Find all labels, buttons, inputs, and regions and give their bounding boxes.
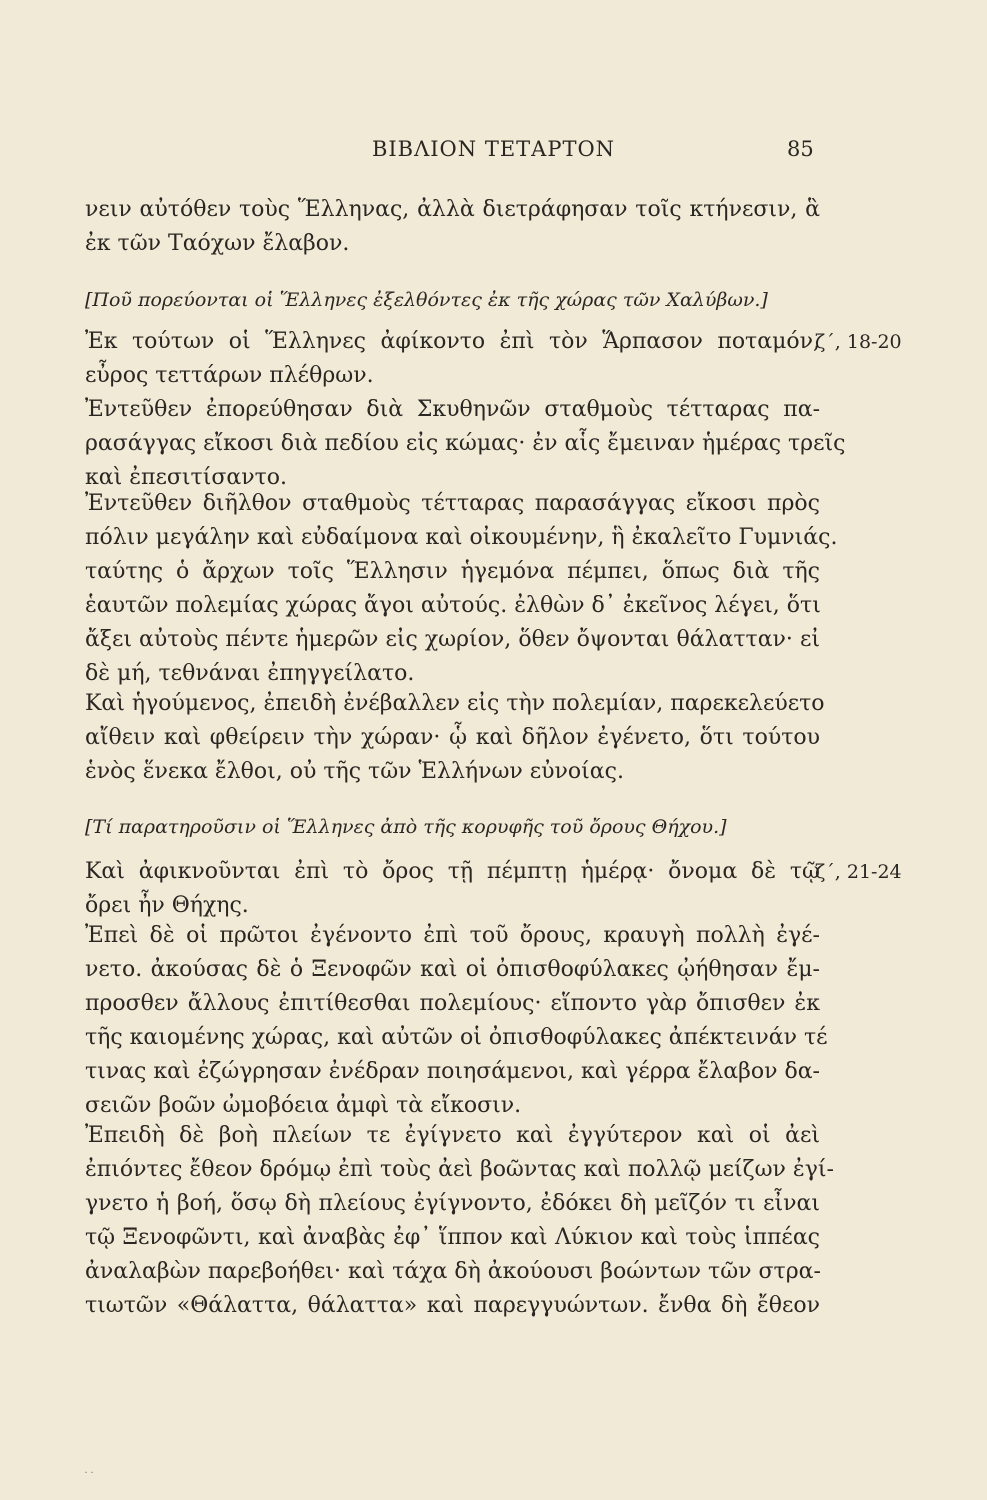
text-line: τῷ Ξενοφῶντι, καὶ ἀναβὰς ἐφ᾽ ἵππον καὶ Λύκιον καὶ τοὺς ἱππέας xyxy=(85,1225,820,1250)
text-line: Ἐντεῦθεν ἐπορεύθησαν διὰ Σκυθηνῶν σταθμοὺς τέτταρας πα- xyxy=(85,397,820,422)
text-line: Καὶ ἡγούμενος, ἐπειδὴ ἐνέβαλλεν εἰς τὴν πολεμίαν, παρεκελεύετο xyxy=(85,691,825,716)
text-line: ἐπιόντες ἔθεον δρόμῳ ἐπὶ τοὺς ἀεὶ βοῶντας καὶ πολλῷ μείζων ἐγί- xyxy=(85,1157,834,1182)
text-line: τῆς καιομένης χώρας, καὶ αὐτῶν οἱ ὀπισθοφύλακες ἀπέκτεινάν τέ xyxy=(85,1025,828,1050)
stray-mark: ˙˙ xyxy=(83,1470,95,1484)
margin-note: ζ΄, 21-24 xyxy=(815,861,902,883)
text-line: νετο. ἀκούσας δὲ ὁ Ξενοφῶν καὶ οἱ ὀπισθοφύλακες ᾠήθησαν ἔμ- xyxy=(85,957,820,982)
margin-note: ζ΄, 18-20 xyxy=(815,331,902,353)
text-line: ὄρει ἦν Θήχης. xyxy=(85,893,249,918)
text-line: σειῶν βοῶν ὠμοβόεια ἀμφὶ τὰ εἴκοσιν. xyxy=(85,1093,522,1118)
text-line: τιωτῶν «Θάλαττα, θάλαττα» καὶ παρεγγυώντων. ἔνθα δὴ ἔθεον xyxy=(85,1293,820,1318)
text-line: εὖρος τεττάρων πλέθρων. xyxy=(85,363,374,388)
text-line: αἴθειν καὶ φθείρειν τὴν χώραν· ᾧ καὶ δῆλον ἐγένετο, ὅτι τούτου xyxy=(85,725,820,750)
text-line: ἄξει αὐτοὺς πέντε ἡμερῶν εἰς χωρίον, ὅθεν ὄψονται θάλατταν· εἰ xyxy=(85,627,820,652)
text-line: καὶ ἐπεσιτίσαντο. xyxy=(85,465,287,490)
text-line: Ἐπεὶ δὲ οἱ πρῶτοι ἐγένοντο ἐπὶ τοῦ ὄρους, κραυγὴ πολλὴ ἐγέ- xyxy=(85,923,820,948)
text-line: δὲ μή, τεθνάναι ἐπηγγείλατο. xyxy=(85,661,415,686)
text-line: τινας καὶ ἐζώγρησαν ἐνέδραν ποιησάμενοι, καὶ γέρρα ἔλαβον δα- xyxy=(85,1059,820,1084)
section-heading: [Ποῦ πορεύονται οἱ Ἕλληνες ἐξελθόντες ἐκ τῆς χώρας τῶν Χαλύβων.] xyxy=(85,289,768,311)
page-number: 85 xyxy=(787,137,814,161)
text-line: ἐκ τῶν Ταόχων ἔλαβον. xyxy=(85,231,350,256)
text-line: Ἐκ τούτων οἱ Ἕλληνες ἀφίκοντο ἐπὶ τὸν Ἅρπασον ποταμόν, xyxy=(85,329,820,354)
text-line: Ἐπειδὴ δὲ βοὴ πλείων τε ἐγίγνετο καὶ ἐγγύτερον καὶ οἱ ἀεὶ xyxy=(85,1123,820,1148)
section-heading: [Τί παρατηροῦσιν οἱ Ἕλληνες ἀπὸ τῆς κορυφῆς τοῦ ὄρους Θήχου.] xyxy=(85,816,727,838)
running-header: ΒΙΒΛΙΟΝ ΤΕΤΑΡΤΟΝ xyxy=(371,137,616,161)
text-line: ἑνὸς ἕνεκα ἔλθοι, οὐ τῆς τῶν Ἑλλήνων εὐνοίας. xyxy=(85,759,624,784)
text-line: προσθεν ἄλλους ἐπιτίθεσθαι πολεμίους· εἵποντο γὰρ ὄπισθεν ἐκ xyxy=(85,991,820,1016)
text-line: Καὶ ἀφικνοῦνται ἐπὶ τὸ ὄρος τῇ πέμπτῃ ἡμέρᾳ· ὄνομα δὲ τῷ xyxy=(85,859,820,884)
text-line: γνετο ἡ βοή, ὅσῳ δὴ πλείους ἐγίγνοντο, ἐδόκει δὴ μεῖζόν τι εἶναι xyxy=(85,1191,820,1216)
text-line: νειν αὐτόθεν τοὺς Ἕλληνας, ἀλλὰ διετράφησαν τοῖς κτήνεσιν, ἃ xyxy=(85,197,820,222)
text-line: ἀναλαβὼν παρεβοήθει· καὶ τάχα δὴ ἀκούουσι βοώντων τῶν στρα- xyxy=(85,1259,821,1284)
text-line: πόλιν μεγάλην καὶ εὐδαίμονα καὶ οἰκουμένην, ἣ ἐκαλεῖτο Γυμνιάς. xyxy=(85,525,838,550)
text-line: ταύτης ὁ ἄρχων τοῖς Ἕλλησιν ἡγεμόνα πέμπει, ὅπως διὰ τῆς xyxy=(85,559,820,584)
text-line: Ἐντεῦθεν διῆλθον σταθμοὺς τέτταρας παρασάγγας εἴκοσι πρὸς xyxy=(85,491,820,516)
text-line: ρασάγγας εἴκοσι διὰ πεδίου εἰς κώμας· ἐν αἷς ἔμειναν ἡμέρας τρεῖς xyxy=(85,431,846,456)
text-line: ἑαυτῶν πολεμίας χώρας ἄγοι αὐτούς. ἐλθὼν δ᾽ ἐκεῖνος λέγει, ὅτι xyxy=(85,593,821,618)
